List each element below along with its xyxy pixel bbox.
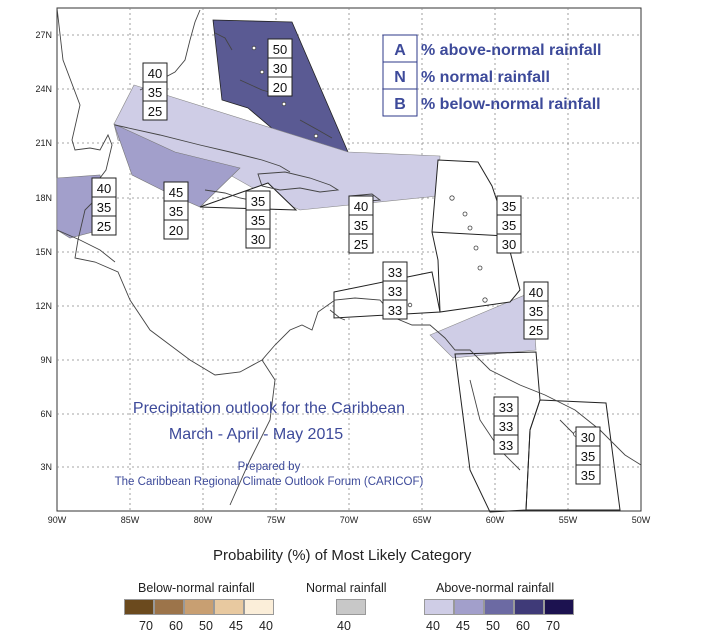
region-box-abc (383, 262, 407, 319)
below-swatch-value: 60 (169, 619, 183, 633)
above-swatch (484, 599, 514, 615)
region-box-bahamas-cuba (143, 63, 167, 120)
region-box-french-guiana (576, 427, 600, 484)
region-value: 35 (96, 200, 112, 215)
region-value: 35 (580, 449, 596, 464)
region-value: 40 (528, 285, 544, 300)
region-value: 33 (387, 284, 403, 299)
lon-label: 70W (339, 515, 359, 525)
below-swatch (154, 599, 184, 615)
normal-swatch (336, 599, 366, 615)
region-value: 45 (168, 185, 184, 200)
normal-label: Normal rainfall (306, 581, 387, 595)
region-value: 33 (498, 419, 514, 434)
lat-label: 18N (35, 193, 52, 203)
below-swatch (184, 599, 214, 615)
region-value: 30 (580, 430, 596, 445)
region-value: 25 (96, 219, 112, 234)
below-swatch-value: 45 (229, 619, 243, 633)
lat-label: 6N (40, 409, 52, 419)
lon-label: 55W (558, 515, 578, 525)
below-swatch (214, 599, 244, 615)
region-value: 25 (147, 104, 163, 119)
above-swatch-value: 70 (546, 619, 560, 633)
prepared-by: Prepared by (237, 461, 301, 473)
lat-label: 3N (40, 462, 52, 472)
below-swatch (124, 599, 154, 615)
above-swatch-value: 45 (456, 619, 470, 633)
lon-label: 80W (193, 515, 213, 525)
region-value: 20 (272, 80, 288, 95)
below-normal-label: Below-normal rainfall (138, 581, 255, 595)
legend-heading: Probability (%) of Most Likely Category (213, 547, 472, 564)
region-box-trinidad (524, 282, 548, 339)
region-value: 35 (528, 304, 544, 319)
above-swatch-value: 40 (426, 619, 440, 633)
region-value: 40 (353, 199, 369, 214)
lat-label: 12N (35, 301, 52, 311)
lat-label: 27N (35, 30, 52, 40)
region-value: 20 (168, 223, 184, 238)
lat-labels (35, 30, 52, 472)
region-box-guyana (494, 397, 518, 454)
above-swatch (424, 599, 454, 615)
region-value: 33 (387, 303, 403, 318)
region-value: 35 (501, 218, 517, 233)
region-box-bahamas-north (268, 39, 292, 96)
region-value: 50 (272, 42, 288, 57)
region-value: 35 (168, 204, 184, 219)
region-value: 35 (580, 468, 596, 483)
lon-label: 90W (47, 515, 67, 525)
region-box-western-cuba (164, 182, 188, 239)
region-value: 25 (528, 323, 544, 338)
region-value: 35 (353, 218, 369, 233)
key-letter: B (394, 96, 406, 113)
below-swatch-value: 70 (139, 619, 153, 633)
region-box-jamaica (246, 191, 270, 248)
key-letter: A (394, 42, 406, 59)
region-value: 40 (96, 181, 112, 196)
map-title: Precipitation outlook for the Caribbean (132, 400, 406, 417)
key-text: % normal rainfall (421, 69, 550, 86)
key-text: % above-normal rainfall (421, 42, 602, 59)
below-swatch-value: 50 (199, 619, 213, 633)
region-value: 30 (501, 237, 517, 252)
region-value: 40 (147, 66, 163, 81)
above-swatch (514, 599, 544, 615)
region-value: 30 (250, 232, 266, 247)
lon-label: 60W (485, 515, 505, 525)
lon-label: 65W (412, 515, 432, 525)
above-swatch (454, 599, 484, 615)
below-swatch (244, 599, 274, 615)
lat-label: 9N (40, 355, 52, 365)
region-box-leeward (497, 196, 521, 253)
lat-label: 21N (35, 138, 52, 148)
lat-label: 15N (35, 247, 52, 257)
region-value: 33 (498, 438, 514, 453)
above-swatch-value: 60 (516, 619, 530, 633)
region-value: 35 (147, 85, 163, 100)
region-value: 30 (272, 61, 288, 76)
key-text: % below-normal rainfall (421, 96, 601, 113)
above-normal-label: Above-normal rainfall (436, 581, 555, 595)
above-swatch-value: 50 (486, 619, 500, 633)
region-value: 33 (498, 400, 514, 415)
region-value: 35 (250, 213, 266, 228)
region-value: 35 (501, 199, 517, 214)
below-swatch-value: 40 (259, 619, 273, 633)
map-subtitle: March - April - May 2015 (168, 426, 344, 443)
region-value: 25 (353, 237, 369, 252)
lat-label: 24N (35, 84, 52, 94)
lon-label: 85W (120, 515, 140, 525)
normal-swatch-value: 40 (337, 619, 351, 633)
region-box-belize (92, 178, 116, 235)
region-box-hispaniola (349, 196, 373, 253)
prepared-org: The Caribbean Regional Climate Outlook Forum (CARICOF) (114, 476, 424, 488)
above-swatch (544, 599, 574, 615)
lon-label: 50W (631, 515, 651, 525)
lon-labels (48, 515, 651, 525)
key-letter: N (394, 69, 406, 86)
region-value: 35 (250, 194, 266, 209)
region-value: 33 (387, 265, 403, 280)
lon-label: 75W (266, 515, 286, 525)
